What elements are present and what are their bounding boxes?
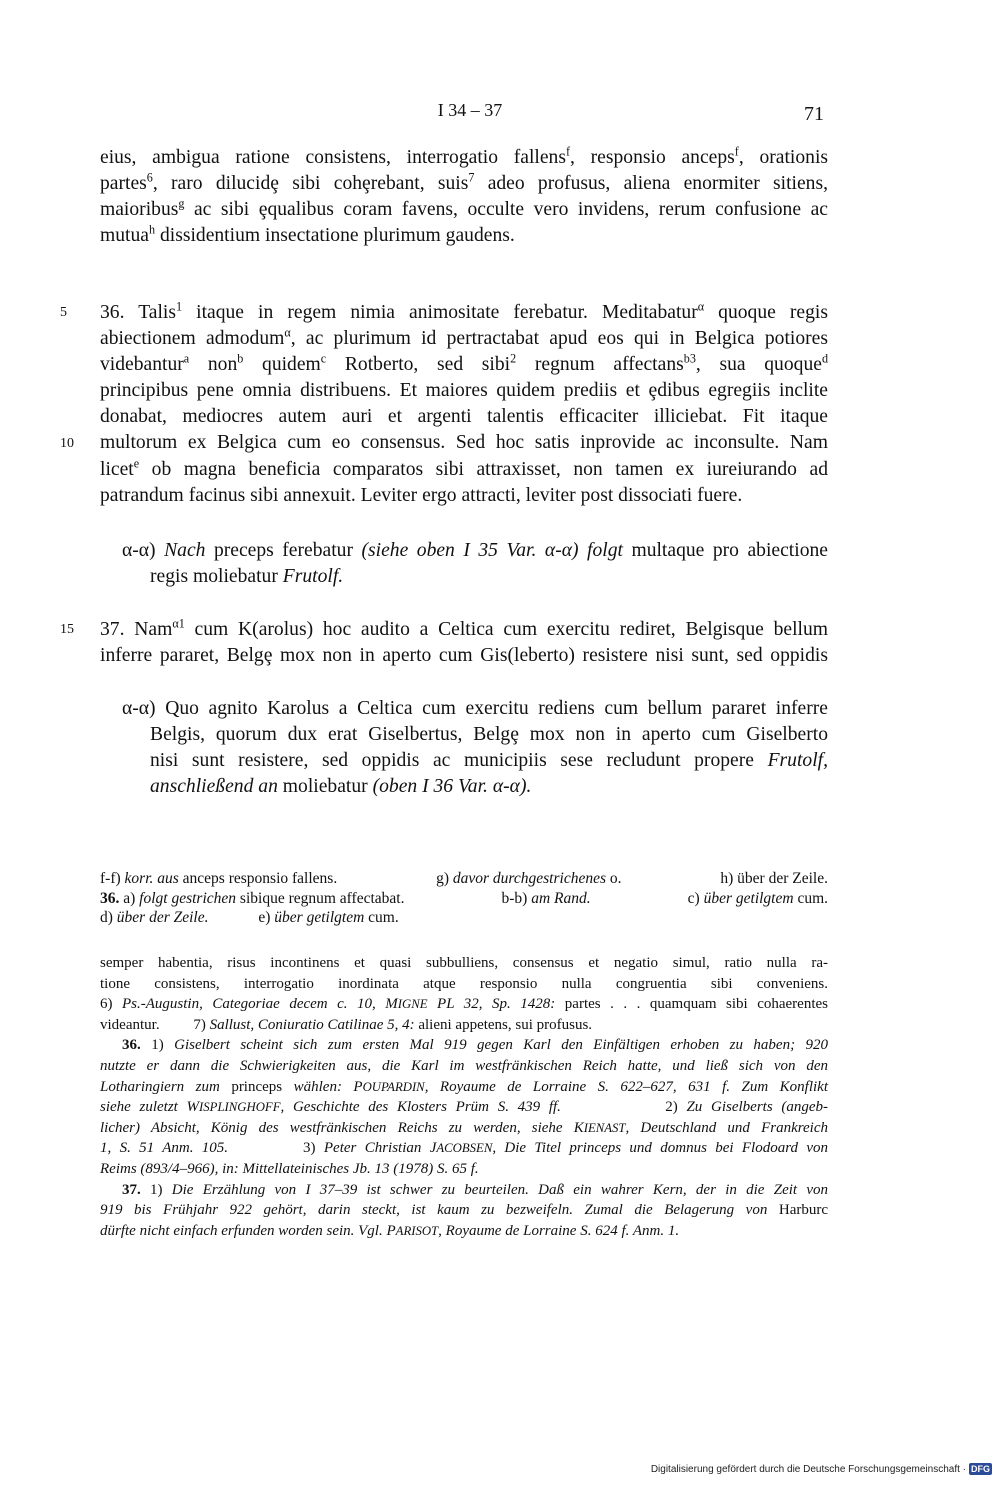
dfg-logo-icon: DFG bbox=[971, 1464, 990, 1474]
line-number: 10 bbox=[60, 436, 74, 451]
variant-note-37: α-α) Quo agnito Karolus a Celtica cum exercitu rediens cum bellum pararet inferre Belgis, quorum dux erat Giselbertus, Belgȩ mox non in aperto cum Giselberto nisi sunt resistere, sed oppidis ac municipiis sese recludunt propere Frutolf, anschließend an moliebatur (oben I 36 Var. α-α). bbox=[122, 698, 828, 798]
page-number: 71 bbox=[804, 103, 824, 125]
chapter-36: 36. Talis$^1$ itaque in regem nimia animositate ferebatur. Meditabatur$^\alpha$ quoque regis abiectionem admodum$^\alpha$, ac plurimum id pertractabat apud eos qui in Belgica potiores videbantur$^a$ non$^b$ quidem$^c$ Rotberto, sed sibi$^2$ regnum affectans$^{b3}$, sua quoque$^d$ principibus pene omnia distribuens. Et maiores quidem prediis et ȩdibus egregiis inclite donabat, mediocres autem auri et argenti talentis efficaciter illiciebat. Fit itaque multorum ex Belgica cum eo consensus. Sed hoc satis inprovide ac inconsulte. Nam licet$^e$ ob magna beneficia comparatos sibi attraxisset, non tamen ex iureiurando ad patrandum facinus sibi annexuit. Leviter ergo attracti, leviter post dissociati fuere. bbox=[100, 299, 829, 506]
footer-text: Digitalisierung gefördert durch die Deutsche Forschungsgemeinschaft · bbox=[650, 1463, 966, 1475]
commentary-notes: semper habentia, risus incontinens et quasi subbulliens, consensus et negatio simul, ratio nulla ra- tione consistens, interrogatio inordinata atque responsio nulla congruentia sibi conveniens. 6) Ps.-Augustin, Categoriae decem c. 10, MIGNE PL 32, Sp. 1428: partes . . . quamquam sibi cohaerentes videantur. 7) Sallust, Coniuratio Catilinae 5, 4: alieni appetens, sui profusus. 36. 1) Giselbert scheint sich zum ersten Mal 919 gegen Karl den Einfältigen erhoben zu haben; 920 nutzte er dann die Schwierigkeiten aus, die Karl im westfränkischen Reich hatte, und ließ sich von den Lotharingiern zum princeps wählen: POUPARDIN, Royaume de Lorraine S. 622–627, 631 f. Zum Konflikt siehe zuletzt WISPLINGHOFF, Geschichte des Klosters Prüm S. 439 ff. 2) Zu Giselberts (angeb- licher) Absicht, König des westfränkischen Reichs zu werden, siehe KIENAST, Deutschland und Frankreich 1, S. 51 Anm. 105. 3) Peter Christian JACOBSEN, Die Titel princeps und domnus bei Flodoard von Reims (893/4–966), in: Mittellateinisches Jb. 13 (1978) S. 65 f. 37. 1) Die Erzählung von I 37–39 ist schwer zu beurteilen. Daß ein wahrer Kern, der in die Zeit von 919 bis Frühjahr 922 gehört, darin steckt, ist kaum zu bezweifeln. Zumal die Belagerung von Harburc dürfte nicht einfach erfunden worden sein. Vgl. PARISOT, Royaume de Lorraine S. 624 f. Anm. 1. bbox=[100, 955, 829, 1239]
line-number: 15 bbox=[60, 622, 74, 637]
chapter-37: 37. Nam$^{\alpha 1}$ cum K(arolus) hoc audito a Celtica cum exercitu rediret, Belgisque bellum inferre pararet, Belgȩ mox non in aperto cum Gis(leberto) resistere nisi sunt, sed oppidis bbox=[100, 616, 828, 667]
paragraph-continuation: eius, ambigua ratione consistens, interrogatio fallens$^f$, responsio anceps$^f$, orationis partes$^6$, raro dilucidȩ sibi cohȩrebant, suis$^7$ adeo profusus, aliena enormiter sitiens, maioribus$^g$ ac sibi ȩqualibus coram favens, occulte vero invidens, rerum confusione ac mutua$^h$ dissidentium insectatione plurimum gaudens. bbox=[100, 144, 829, 247]
variant-note-36: α-α) Nach preceps ferebatur (siehe oben I 35 Var. α-α) folgt multaque pro abiectione regis moliebatur Frutolf. bbox=[122, 540, 828, 588]
critical-apparatus: f-f) korr. aus anceps responsio fallens. g) davor durchgestrichenes o. h) über der Zeile. 36. a) folgt gestrichen sibique regnum affectabat. b-b) am Rand. c) über getilgtem cum. d) über der Zeile. e) über getilgtem cum. bbox=[100, 870, 828, 926]
running-header: I 34 – 37 bbox=[437, 100, 503, 120]
line-number: 5 bbox=[60, 305, 67, 320]
digitization-footer bbox=[651, 1463, 992, 1475]
